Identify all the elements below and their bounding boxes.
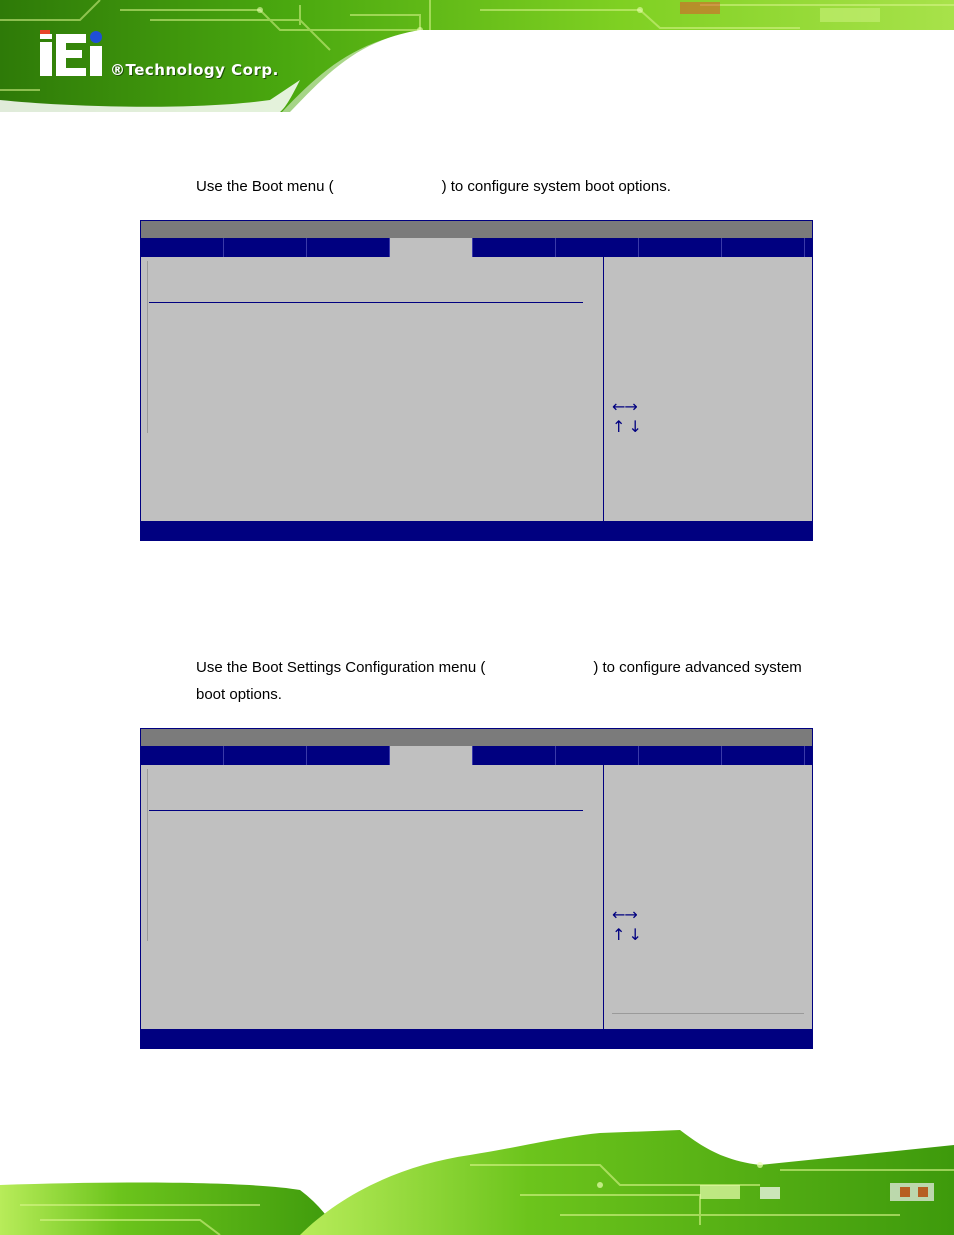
- bios-tab-7[interactable]: [639, 746, 722, 765]
- left-right-arrows-icon: ←→: [612, 397, 637, 416]
- intro2-text-line2: boot options.: [196, 686, 282, 703]
- bios-tab-2[interactable]: [224, 746, 307, 765]
- bios-tab-5[interactable]: [473, 238, 556, 257]
- intro-text-end: ) to configure system boot options.: [441, 178, 671, 195]
- bios-tab-boot[interactable]: [390, 238, 473, 257]
- bios-boot-menu-screen: [140, 220, 813, 541]
- bios-tab-3[interactable]: [307, 746, 390, 765]
- iei-logo-icon: [38, 28, 108, 78]
- bios-title-bar: [141, 221, 812, 238]
- bios-options-pane: [147, 765, 603, 1030]
- bios-help-pane: [604, 257, 812, 522]
- bios-tab-1[interactable]: [141, 746, 224, 765]
- bios-help-pane: [604, 765, 812, 1030]
- bios-options-pane: [147, 257, 603, 522]
- left-right-arrows-icon: ←→: [612, 905, 637, 924]
- bios-menu-bar: [141, 238, 812, 257]
- bios-tab-boot[interactable]: [390, 746, 473, 765]
- page-header: [0, 0, 954, 112]
- bios-tab-1[interactable]: [141, 238, 224, 257]
- bios-status-bar: [141, 1029, 812, 1048]
- header-white-sweep: [0, 0, 954, 112]
- bios-menu-bar: [141, 746, 812, 765]
- up-down-arrows-icon: ↑ ↓: [612, 925, 641, 944]
- bios-tab-3[interactable]: [307, 238, 390, 257]
- options-separator: [149, 810, 583, 811]
- options-left-border: [147, 261, 148, 433]
- options-separator: [149, 302, 583, 303]
- options-left-border: [147, 769, 148, 941]
- bios-tab-2[interactable]: [224, 238, 307, 257]
- bios-title-bar: [141, 729, 812, 746]
- company-name: ®Technology Corp.: [110, 61, 279, 79]
- boot-settings-intro: [196, 654, 802, 708]
- bios-tab-8[interactable]: [722, 746, 805, 765]
- bios-tab-8[interactable]: [722, 238, 805, 257]
- page-footer-pcb-decoration: [0, 1125, 954, 1235]
- bios-status-bar: [141, 521, 812, 540]
- bios-tab-5[interactable]: [473, 746, 556, 765]
- boot-menu-intro: [196, 173, 671, 200]
- bios-tab-7[interactable]: [639, 238, 722, 257]
- up-down-arrows-icon: ↑ ↓: [612, 417, 641, 436]
- intro2-text-end: ) to configure advanced system: [593, 659, 802, 676]
- bios-tab-6[interactable]: [556, 238, 639, 257]
- intro2-text-start: Use the Boot Settings Configuration menu (: [196, 659, 486, 676]
- help-pane-rule: [612, 1013, 804, 1014]
- intro-text-start: Use the Boot menu (: [196, 178, 334, 195]
- bios-boot-settings-screen: [140, 728, 813, 1049]
- bios-tab-6[interactable]: [556, 746, 639, 765]
